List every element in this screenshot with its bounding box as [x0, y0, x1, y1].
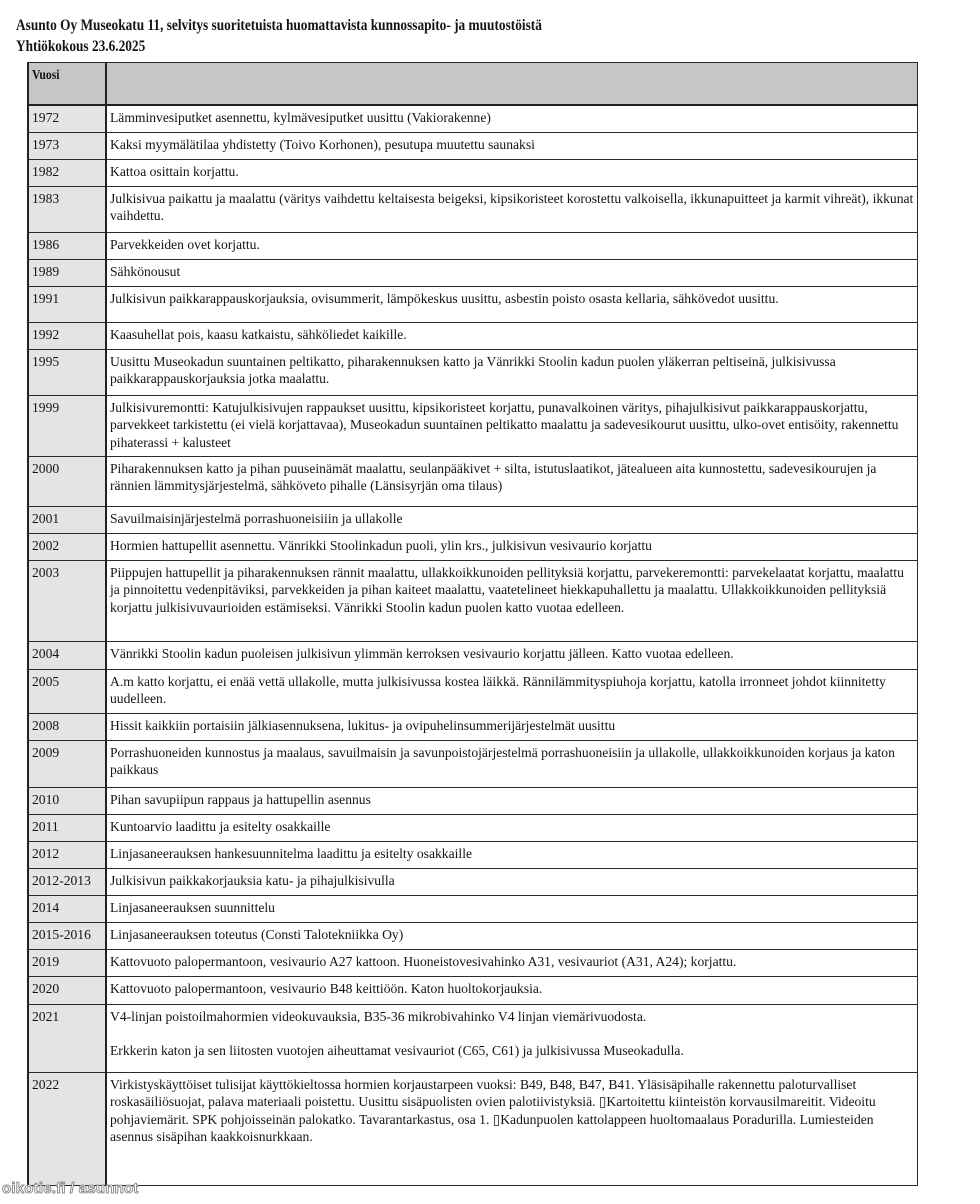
row-description [106, 186, 918, 232]
row-year: 2005 [28, 669, 106, 713]
row-description [106, 533, 918, 560]
row-year: 2004 [28, 641, 106, 669]
description-text: Julkisivuremontti: Katujulkisivujen rappaukset uusittu, kipsikoristeet korjattu, punavalkoinen väritys, pihajulkisivut paikkarappauskorjattu, parvekkeet tarkistettu (ei vielä korjattavaa), Museokadun suuntainen peltikatto maalattu ja sadevesikourut uusittu, ulko-ovet entisöity, rakennettu pihaterassi + kalusteet [110, 399, 899, 450]
row-description [106, 949, 918, 976]
table-row [28, 322, 918, 349]
row-year: 2011 [28, 814, 106, 841]
table-row [28, 560, 918, 641]
document-title: Asunto Oy Museokatu 11, selvitys suoritetuista huomattavista kunnossapito- ja muutostöistä [16, 17, 542, 34]
row-description [106, 740, 918, 787]
table-row [28, 841, 918, 868]
document-subtitle: Yhtiökokous 23.6.2025 [16, 38, 146, 55]
header-year: Vuosi [28, 63, 106, 106]
row-year: 1991 [28, 286, 106, 322]
row-year: 2009 [28, 740, 106, 787]
row-year: 1983 [28, 186, 106, 232]
description-text: Savuilmaisinjärjestelmä porrashuoneisiiin ja ullakolle [110, 510, 403, 526]
description-text: Uusittu Museokadun suuntainen peltikatto, piharakennuksen katto ja Vänrikki Stoolin kadun puolen yläkerran peltiseinä, julkisivussa paikkarappauskorjauksia jotka maalattu. [110, 353, 836, 386]
table-row [28, 669, 918, 713]
description-text: Lämminvesiputket asennettu, kylmävesiputket uusittu (Vakiorakenne) [110, 110, 491, 125]
row-year: 2019 [28, 949, 106, 976]
row-description [106, 868, 918, 895]
row-year: 2008 [28, 713, 106, 740]
description-text: Linjasaneerauksen toteutus (Consti Talotekniikka Oy) [110, 926, 404, 942]
table-row [28, 814, 918, 841]
description-text: Julkisivua paikattu ja maalattu (väritys vaihdettu keltaisesta beigeksi, kipsikoristeet korostettu valkoisella, ikkunapuitteet ja karmit vihreät), ikkunat vaihdettu. [110, 190, 914, 223]
row-year: 2012 [28, 841, 106, 868]
table-row [28, 868, 918, 895]
table-row [28, 286, 918, 322]
row-description [106, 895, 918, 922]
row-description [106, 322, 918, 349]
row-description [106, 506, 918, 533]
row-year: 1972 [28, 105, 106, 132]
row-year: 2002 [28, 533, 106, 560]
row-year: 2000 [28, 456, 106, 506]
description-text-second: Erkkerin katon ja sen liitosten vuotojen aiheuttamat vesivauriot (C65, C61) ja julkisivussa Museokadulla. [110, 1043, 684, 1058]
row-description [106, 456, 918, 506]
maintenance-table [27, 62, 918, 1186]
table-row [28, 395, 918, 456]
row-description [106, 395, 918, 456]
description-text: V4-linjan poistoilmahormien videokuvauksia, B35-36 mikrobivahinko V4 linjan viemärivuodosta. [110, 1008, 647, 1024]
table-row [28, 105, 918, 132]
table-row [28, 533, 918, 560]
description-text: Julkisivun paikkakorjauksia katu- ja pihajulkisivulla [110, 872, 395, 888]
description-text: Linjasaneerauksen hankesuunnitelma laadittu ja esitelty osakkaille [110, 845, 472, 861]
description-text: Hissit kaikkiin portaisiin jälkiasennuksena, lukitus- ja ovipuhelinsummerijärjestelmät uusittu [110, 717, 616, 733]
description-text: Parvekkeiden ovet korjattu. [110, 236, 260, 252]
row-description [106, 1004, 918, 1072]
row-year: 2022 [28, 1072, 106, 1185]
row-description [106, 787, 918, 814]
row-year: 1995 [28, 349, 106, 395]
description-text: Linjasaneerauksen suunnittelu [110, 899, 275, 915]
description-text: Piippujen hattupellit ja piharakennuksen rännit maalattu, ullakkoikkunoiden pellityksiä korjattu, parvekeremontti: parvekelaatat korjattu, maalattu ja pinnoitettu vedenpitäviksi, parvekkeiden ja pihan kaiteet maalattu, vaatetelineet hiekkapuhallettu ja maalattu. Ullakkoikkunoiden pellityksiä korjattu julkisivuvaurioiden estämiseksi. Vänrikki Stoolin kadun puolen katto vuotaa edelleen. [110, 564, 904, 615]
table-row [28, 259, 918, 286]
description-text: Vänrikki Stoolin kadun puoleisen julkisivun ylimmän kerroksen vesivaurio korjattu jälleen. Katto vuotaa edelleen. [110, 645, 734, 661]
description-text: Kattoa osittain korjattu. [110, 163, 239, 179]
table-header-row [28, 63, 918, 106]
table-row [28, 1072, 918, 1185]
row-year: 2014 [28, 895, 106, 922]
row-year: 2021 [28, 1004, 106, 1072]
table-row [28, 132, 918, 159]
watermark-logo: oikotie.fi / asunnot [2, 1180, 139, 1197]
row-description [106, 922, 918, 949]
table-row [28, 349, 918, 395]
row-year: 1999 [28, 395, 106, 456]
description-text: Sähkönousut [110, 263, 181, 279]
row-year: 1986 [28, 232, 106, 259]
table-row [28, 1004, 918, 1072]
table-row [28, 895, 918, 922]
description-text: Kaasuhellat pois, kaasu katkaistu, sähköliedet kaikille. [110, 326, 407, 342]
table-row [28, 506, 918, 533]
description-text: Kaksi myymälätilaa yhdistetty (Toivo Korhonen), pesutupa muutettu saunaksi [110, 136, 535, 152]
row-description [106, 105, 918, 132]
table-row [28, 713, 918, 740]
row-description [106, 349, 918, 395]
table-row [28, 232, 918, 259]
row-description [106, 713, 918, 740]
table-row [28, 976, 918, 1004]
description-text: A.m katto korjattu, ei enää vettä ullakolle, mutta julkisivussa kostea läikkä. Rännilämmityspiuhoja korjattu, katolla irronneet johdot kiinnitetty uudelleen. [110, 673, 886, 706]
row-year: 2003 [28, 560, 106, 641]
row-description [106, 159, 918, 186]
table-row [28, 186, 918, 232]
description-text: Hormien hattupellit asennettu. Vänrikki Stoolinkadun puoli, ylin krs., julkisivun vesivaurio korjattu [110, 537, 652, 553]
description-text: Piharakennuksen katto ja pihan puuseinämät maalattu, seulanpääkivet + silta, istutuslaatikot, jätealueen aita kunnostettu, sadevesikourujen ja rännien lämmitysjärjestelmä, sähköveto pihalle (Länsisyrjän oma tilaus) [110, 460, 877, 493]
row-year: 2010 [28, 787, 106, 814]
row-description [106, 976, 918, 1004]
row-description [106, 814, 918, 841]
row-year: 2020 [28, 976, 106, 1004]
row-description [106, 259, 918, 286]
row-year: 1992 [28, 322, 106, 349]
row-description [106, 641, 918, 669]
description-text: Kuntoarvio laadittu ja esitelty osakkaille [110, 818, 331, 834]
table-row [28, 922, 918, 949]
row-year: 1973 [28, 132, 106, 159]
header-description [106, 63, 918, 106]
description-text: Virkistyskäyttöiset tulisijat käyttökieltossa hormien korjaustarpeen vuoksi: B49, B48, B47, B41. Yläsisäpihalle rakennettu paloturvalliset roskasäiliösuojat, palava materiaali poistettu. Uusittu sisäpuolisten ovien palotiivistyksiä. ▯Kartoitettu kiinteistön korvausilmareitit. Videoitu pohjaviemärit. SPK pohjoisseinän palokatko. Tavarantarkastus, osa 1. ▯Kadunpuolen kattolappeen huoltomaalaus Poradurilla. Lumiesteiden asennus sisäpihan kaakkoisnurkkaan. [110, 1076, 876, 1144]
description-text: Julkisivun paikkarappauskorjauksia, ovisummerit, lämpökeskus uusittu, asbestin poisto osasta kellaria, sähkövedot uusittu. [110, 290, 779, 306]
table-row [28, 787, 918, 814]
row-year: 2001 [28, 506, 106, 533]
table-row [28, 740, 918, 787]
table-row [28, 159, 918, 186]
table-row [28, 456, 918, 506]
description-text: Kattovuoto palopermantoon, vesivaurio B48 keittiöön. Katon huoltokorjauksia. [110, 980, 543, 996]
row-description [106, 286, 918, 322]
row-description [106, 560, 918, 641]
row-description [106, 232, 918, 259]
row-description [106, 1072, 918, 1185]
table-row [28, 641, 918, 669]
row-year: 1982 [28, 159, 106, 186]
description-text: Porrashuoneiden kunnostus ja maalaus, savuilmaisin ja savunpoistojärjestelmä porrashuoneisiin ja ullakolle, ullakkoikkunoiden korjaus ja katon paikkaus [110, 744, 895, 777]
description-text: Kattovuoto palopermantoon, vesivaurio A27 kattoon. Huoneistovesivahinko A31, vesivauriot (A31, A24); korjattu. [110, 953, 737, 969]
row-description [106, 669, 918, 713]
row-year: 2015-2016 [28, 922, 106, 949]
table-row [28, 949, 918, 976]
row-year: 1989 [28, 259, 106, 286]
description-text: Pihan savupiipun rappaus ja hattupellin asennus [110, 791, 371, 807]
row-description [106, 841, 918, 868]
row-description [106, 132, 918, 159]
row-year: 2012-2013 [28, 868, 106, 895]
